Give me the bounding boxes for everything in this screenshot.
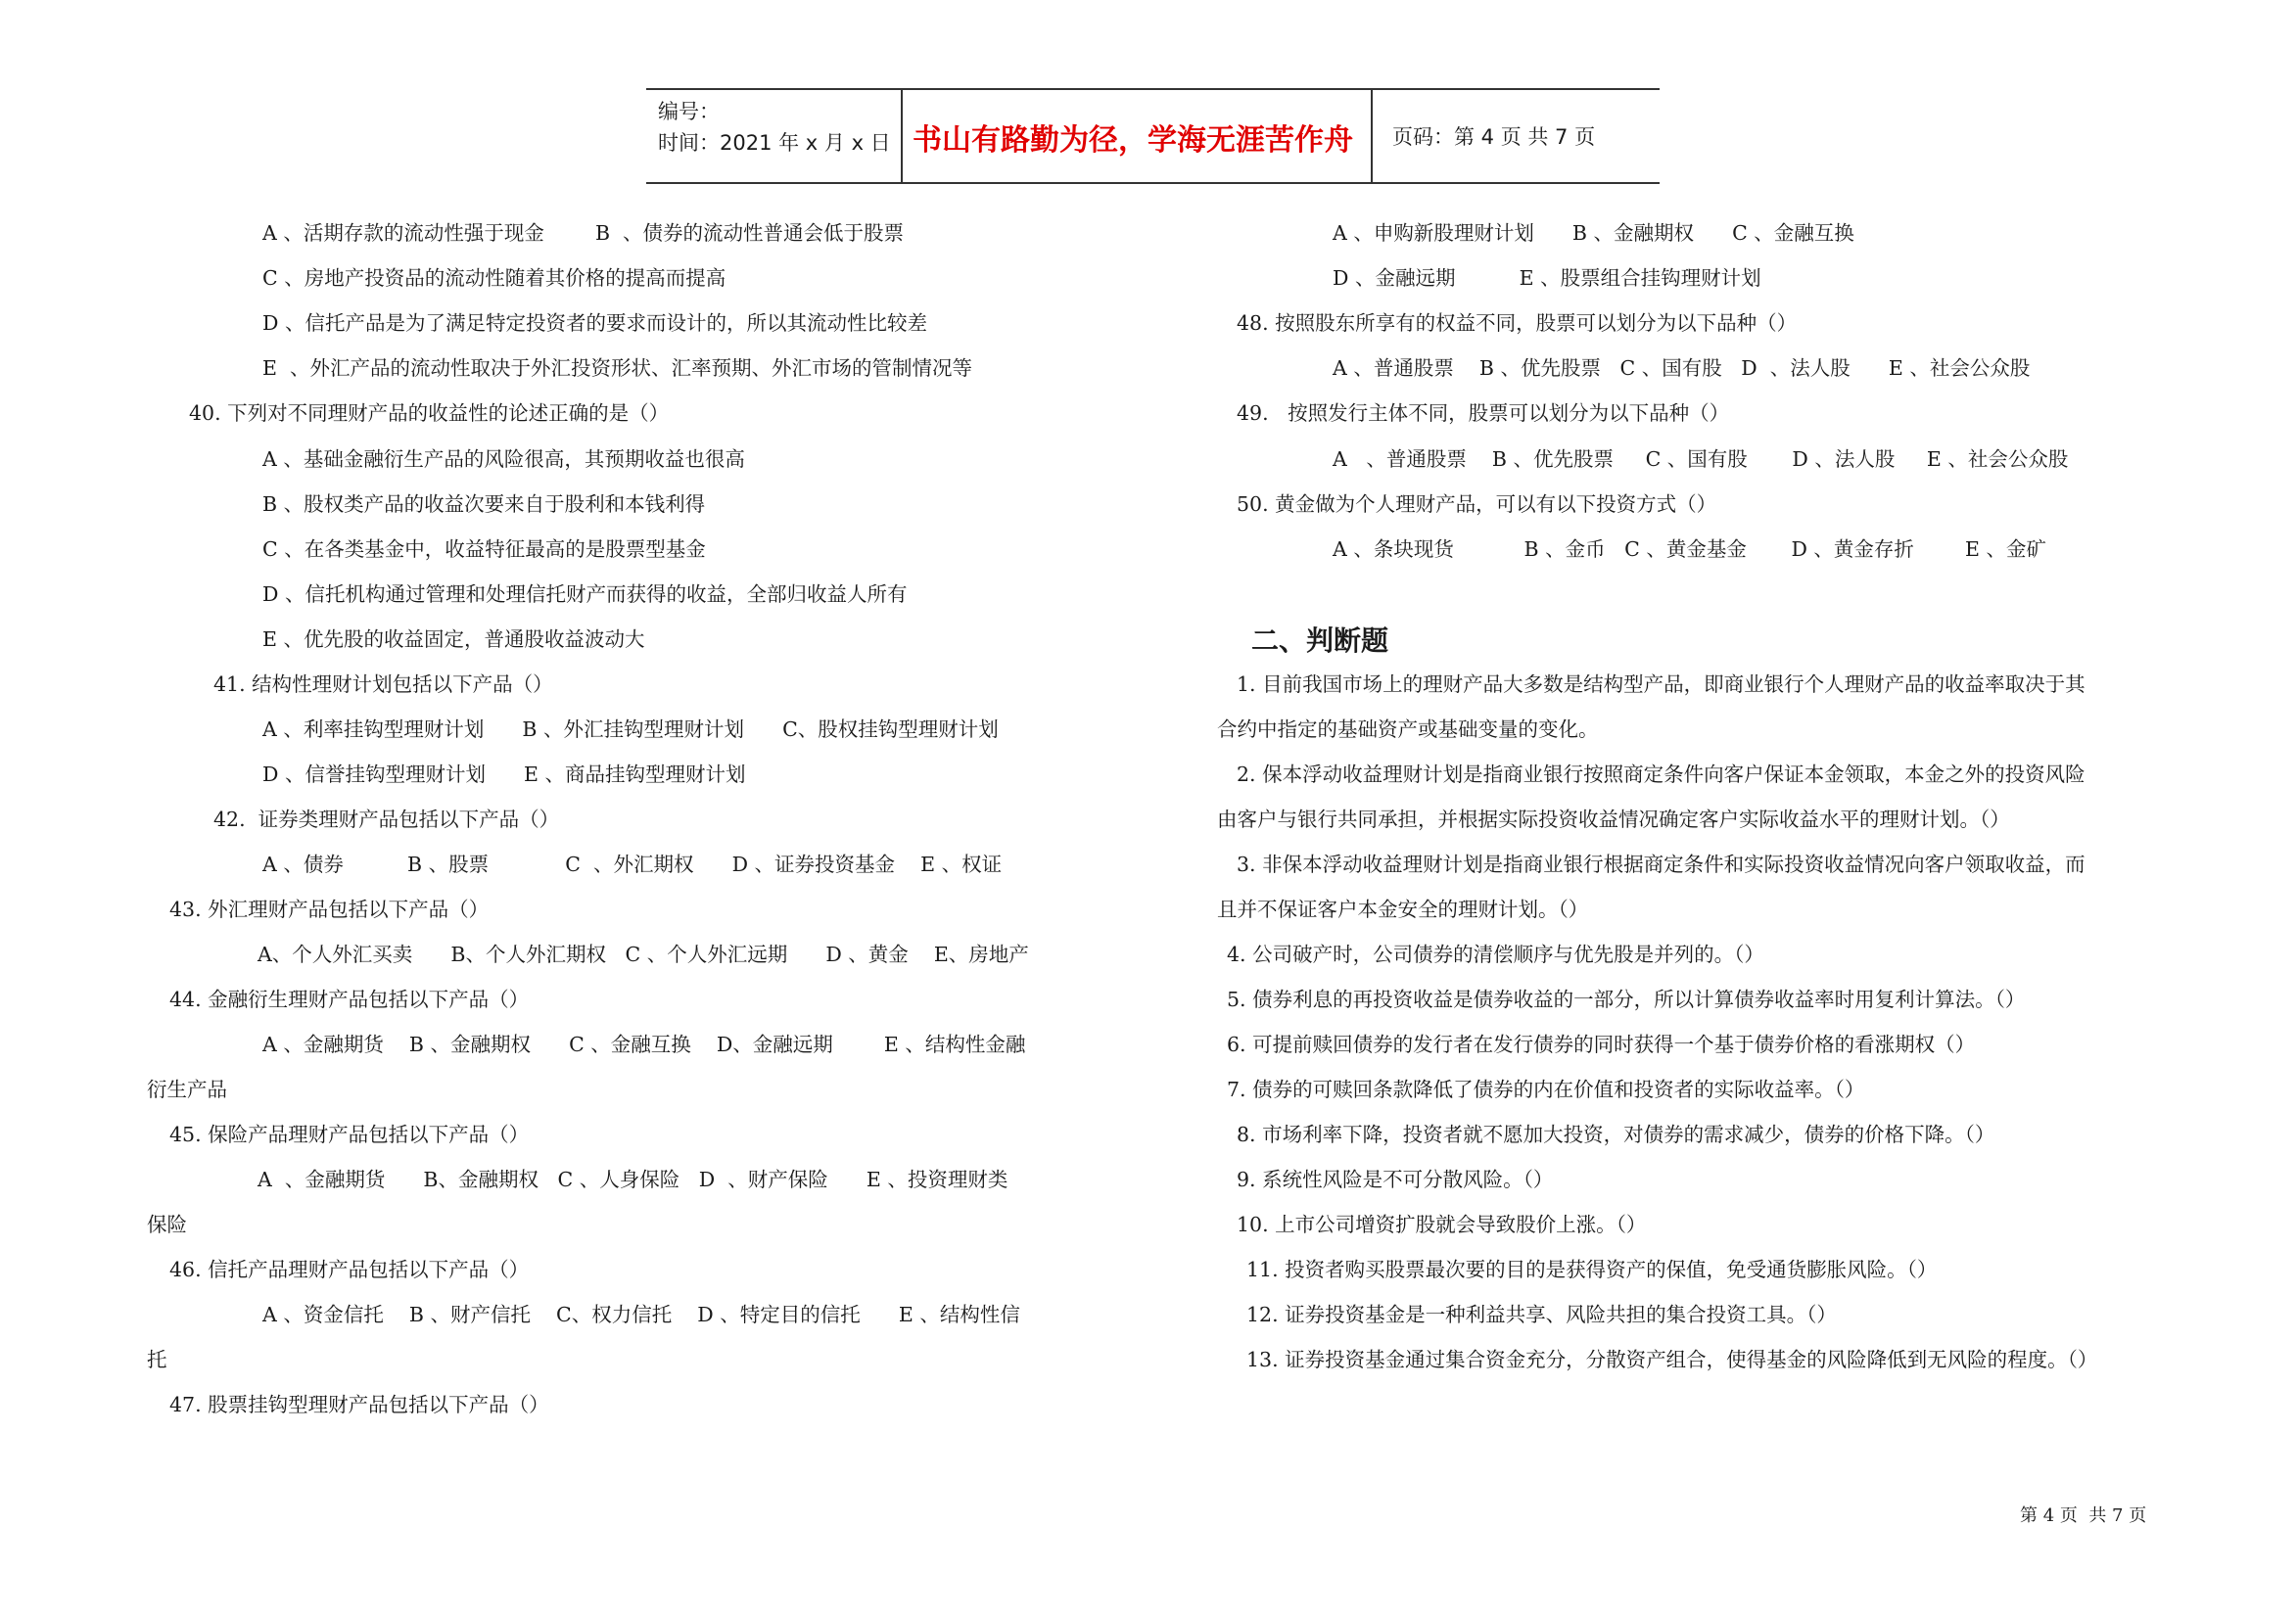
header-divider: [1371, 90, 1373, 182]
question-line: 衍生产品: [147, 1078, 227, 1101]
page-footer: 第 4 页 共 7 页: [2020, 1505, 2147, 1526]
question-line: 46. 信托产品理财产品包括以下产品（）: [169, 1258, 530, 1281]
question-line: 托: [147, 1348, 167, 1371]
question-line: C 、房地产投资品的流动性随着其价格的提高而提高: [262, 266, 726, 290]
judgment-line: 1. 目前我国市场上的理财产品大多数是结构型产品，即商业银行个人理财产品的收益率取决于其: [1237, 672, 2085, 696]
judgment-line: 4. 公司破产时，公司债券的清偿顺序与优先股是并列的。（）: [1227, 943, 1764, 966]
question-line: D 、金融远期 E 、股票组合挂钩理财计划: [1333, 266, 1761, 290]
question-line: 48. 按照股东所享有的权益不同，股票可以划分为以下品种（）: [1237, 311, 1798, 335]
question-line: 44. 金融衍生理财产品包括以下产品（）: [169, 988, 530, 1011]
question-line: 40. 下列对不同理财产品的收益性的论述正确的是（）: [189, 401, 670, 425]
judgment-line: 2. 保本浮动收益理财计划是指商业银行按照商定条件向客户保证本金领取，本金之外的投资风险: [1237, 763, 2085, 786]
judgment-line: 7. 债券的可赎回条款降低了债券的内在价值和投资者的实际收益率。（）: [1227, 1078, 1865, 1101]
question-line: D 、信托机构通过管理和处理信托财产而获得的收益，全部归收益人所有: [262, 582, 908, 606]
question-line: A 、金融期货 B、金融期权 C 、人身保险 D 、财产保险 E 、投资理财类: [258, 1168, 1008, 1191]
judgment-line: 5. 债券利息的再投资收益是债券收益的一部分，所以计算债券收益率时用复利计算法。（）: [1227, 988, 2026, 1011]
judgment-line: 8. 市场利率下降，投资者就不愿加大投资，对债券的需求减少，债券的价格下降。（）: [1237, 1123, 1995, 1146]
question-line: D 、信誉挂钩型理财计划 E 、商品挂钩型理财计划: [262, 763, 746, 786]
judgment-line: 3. 非保本浮动收益理财计划是指商业银行根据商定条件和实际投资收益情况向客户领取收益，而: [1237, 853, 2085, 876]
question-line: A 、条块现货 B 、金币 C 、黄金基金 D 、黄金存折 E 、金矿: [1333, 537, 2047, 561]
question-line: A 、申购新股理财计划 B 、金融期权 C 、金融互换: [1333, 221, 1854, 245]
question-line: A、个人外汇买卖 B、个人外汇期权 C 、个人外汇远期 D 、黄金 E、房地产: [258, 943, 1029, 966]
page-header: [646, 88, 1660, 184]
question-line: 41. 结构性理财计划包括以下产品（）: [213, 672, 553, 696]
header-number: 编号：: [658, 100, 720, 123]
question-line: 45. 保险产品理财产品包括以下产品（）: [169, 1123, 530, 1146]
header-time: 时间：2021 年 x 月 x 日: [658, 131, 891, 155]
judgment-line: 由客户与银行共同承担，并根据实际投资收益情况确定客户实际收益水平的理财计划。（）: [1217, 808, 2010, 831]
judgment-line: 11. 投资者购买股票最次要的目的是获得资产的保值，免受通货膨胀风险。（）: [1246, 1258, 1938, 1281]
question-line: B 、股权类产品的收益次要来自于股利和本钱利得: [262, 492, 706, 516]
section-title: 二、判断题: [1251, 624, 1389, 657]
judgment-line: 13. 证券投资基金通过集合资金充分，分散资产组合，使得基金的风险降低到无风险的程度。（）: [1246, 1348, 2098, 1371]
judgment-line: 6. 可提前赎回债券的发行者在发行债券的同时获得一个基于债券价格的看涨期权（）: [1227, 1033, 1976, 1056]
question-line: A 、资金信托 B 、财产信托 C、权力信托 D 、特定目的信托 E 、结构性信: [262, 1303, 1020, 1326]
judgment-line: 10. 上市公司增资扩股就会导致股价上涨。（）: [1237, 1213, 1647, 1236]
question-line: A 、普通股票 B 、优先股票 C 、国有股 D 、法人股 E 、社会公众股: [1333, 447, 2069, 471]
question-line: E 、优先股的收益固定，普通股收益波动大: [262, 627, 645, 651]
question-line: 保险: [147, 1213, 187, 1236]
question-line: A 、基础金融衍生产品的风险很高，其预期收益也很高: [262, 447, 745, 471]
judgment-line: 9. 系统性风险是不可分散风险。（）: [1237, 1168, 1554, 1191]
question-line: 49. 按照发行主体不同，股票可以划分为以下品种（）: [1237, 401, 1730, 425]
judgment-line: 12. 证券投资基金是一种利益共享、风险共担的集合投资工具。（）: [1246, 1303, 1837, 1326]
question-line: A 、活期存款的流动性强于现金 B 、债券的流动性普通会低于股票: [262, 221, 905, 245]
question-line: 42. 证券类理财产品包括以下产品（）: [213, 808, 560, 831]
header-page-number: 页码：第 4 页 共 7 页: [1392, 125, 1596, 149]
question-line: A 、金融期货 B 、金融期权 C 、金融互换 D、金融远期 E 、结构性金融: [262, 1033, 1026, 1056]
question-line: 50. 黄金做为个人理财产品，可以有以下投资方式（）: [1237, 492, 1717, 516]
question-line: A 、利率挂钩型理财计划 B 、外汇挂钩型理财计划 C、股权挂钩型理财计划: [262, 717, 999, 741]
header-meta: [658, 96, 891, 159]
question-line: 47. 股票挂钩型理财产品包括以下产品（）: [169, 1393, 549, 1416]
judgment-line: 合约中指定的基础资产或基础变量的变化。: [1217, 717, 1599, 741]
judgment-line: 且并不保证客户本金安全的理财计划。（）: [1217, 898, 1589, 921]
question-line: D 、信托产品是为了满足特定投资者的要求而设计的，所以其流动性比较差: [262, 311, 927, 335]
header-motto: 书山有路勤为径，学海无涯苦作舟: [913, 123, 1353, 158]
question-line: A 、普通股票 B 、优先股票 C 、国有股 D 、法人股 E 、社会公众股: [1333, 356, 2031, 380]
question-line: E 、外汇产品的流动性取决于外汇投资形状、汇率预期、外汇市场的管制情况等: [262, 356, 972, 380]
question-line: C 、在各类基金中，收益特征最高的是股票型基金: [262, 537, 706, 561]
question-line: 43. 外汇理财产品包括以下产品（）: [169, 898, 490, 921]
question-line: A 、债券 B 、股票 C 、外汇期权 D 、证券投资基金 E 、权证: [262, 853, 1003, 876]
